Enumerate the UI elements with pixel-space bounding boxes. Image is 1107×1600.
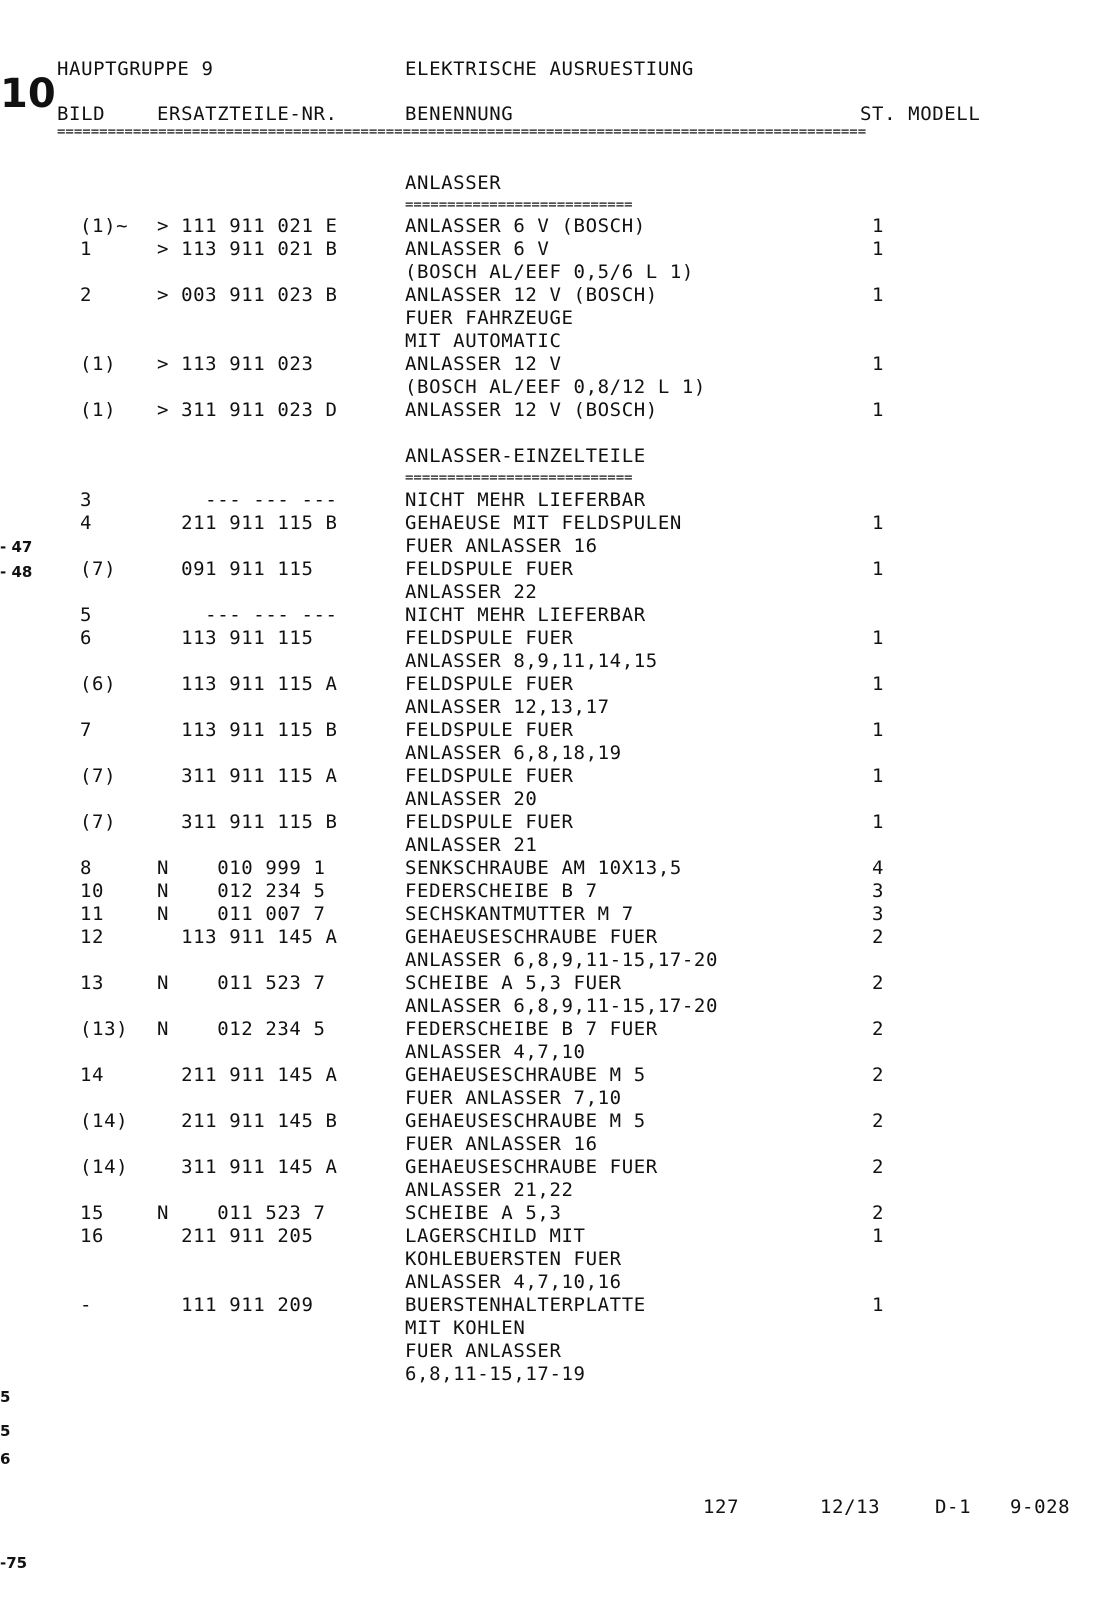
row-quantity: 1 xyxy=(872,399,885,421)
row-description: (BOSCH AL/EEF 0,5/6 L 1) xyxy=(405,261,694,283)
row-description: GEHAEUSESCHRAUBE FUER xyxy=(405,1156,658,1178)
row-part-number: 111 911 209 xyxy=(157,1294,314,1316)
row-part-number: 311 911 145 A xyxy=(157,1156,338,1178)
row-description: FELDSPULE FUER xyxy=(405,765,574,787)
row-description: ANLASSER 4,7,10 xyxy=(405,1041,586,1063)
footer-page-number: 127 xyxy=(703,1496,740,1518)
row-bild: 3 xyxy=(80,489,93,511)
row-bild: (7) xyxy=(80,765,117,787)
row-part-number: 211 911 145 B xyxy=(157,1110,338,1132)
section-title: ANLASSER-EINZELTEILE xyxy=(405,445,646,467)
row-quantity: 1 xyxy=(872,627,885,649)
footer-date: 12/13 xyxy=(820,1496,881,1518)
row-quantity: 1 xyxy=(872,284,885,306)
row-bild: 5 xyxy=(80,604,93,626)
footer-code: D-1 xyxy=(935,1496,972,1518)
row-description: FUER FAHRZEUGE xyxy=(405,307,574,329)
row-quantity: 2 xyxy=(872,972,885,994)
row-quantity: 1 xyxy=(872,353,885,375)
row-bild: 2 xyxy=(80,284,93,306)
row-part-number: --- --- --- xyxy=(157,489,338,511)
row-description: FUER ANLASSER 16 xyxy=(405,535,598,557)
row-bild: (7) xyxy=(80,811,117,833)
row-description: FELDSPULE FUER xyxy=(405,811,574,833)
section-rule: =========================== xyxy=(405,471,633,485)
row-bild: (14) xyxy=(80,1110,129,1132)
row-description: FEDERSCHEIBE B 7 FUER xyxy=(405,1018,658,1040)
column-header-bild: BILD xyxy=(57,103,106,125)
row-bild: (1) xyxy=(80,353,117,375)
row-quantity: 2 xyxy=(872,1156,885,1178)
row-bild: - xyxy=(80,1294,93,1316)
row-bild: 8 xyxy=(80,857,93,879)
row-description: (BOSCH AL/EEF 0,8/12 L 1) xyxy=(405,376,706,398)
row-description: ANLASSER 6,8,18,19 xyxy=(405,742,622,764)
row-quantity: 1 xyxy=(872,1225,885,1247)
row-description: FELDSPULE FUER xyxy=(405,719,574,741)
row-quantity: 2 xyxy=(872,926,885,948)
row-bild: (14) xyxy=(80,1156,129,1178)
row-description: ANLASSER 21,22 xyxy=(405,1179,574,1201)
row-quantity: 3 xyxy=(872,903,885,925)
row-description: SECHSKANTMUTTER M 7 xyxy=(405,903,634,925)
row-description: ANLASSER 6 V xyxy=(405,238,550,260)
row-description: ANLASSER 6,8,9,11-15,17-20 xyxy=(405,949,719,971)
row-bild: 14 xyxy=(80,1064,105,1086)
row-quantity: 1 xyxy=(872,1294,885,1316)
row-description: ANLASSER 12,13,17 xyxy=(405,696,610,718)
row-description: ANLASSER 4,7,10,16 xyxy=(405,1271,622,1293)
row-description: FELDSPULE FUER xyxy=(405,673,574,695)
row-part-number: 211 911 205 xyxy=(157,1225,314,1247)
row-quantity: 1 xyxy=(872,512,885,534)
row-part-number: N 010 999 1 xyxy=(157,857,326,879)
row-description: BUERSTENHALTERPLATTE xyxy=(405,1294,646,1316)
row-part-number: > 111 911 021 E xyxy=(157,215,338,237)
row-description: LAGERSCHILD MIT xyxy=(405,1225,586,1247)
column-header-qty-model: ST. MODELL xyxy=(860,103,981,125)
margin-number: - 47 xyxy=(0,538,33,556)
row-description: MIT AUTOMATIC xyxy=(405,330,562,352)
row-part-number: N 012 234 5 xyxy=(157,880,326,902)
row-bild: 13 xyxy=(80,972,105,994)
row-part-number: 311 911 115 B xyxy=(157,811,338,833)
row-bild: (1) xyxy=(80,399,117,421)
row-description: SENKSCHRAUBE AM 10X13,5 xyxy=(405,857,682,879)
row-part-number: N 011 007 7 xyxy=(157,903,326,925)
row-part-number: 113 911 115 B xyxy=(157,719,338,741)
row-bild: 11 xyxy=(80,903,105,925)
row-description: GEHAEUSE MIT FELDSPULEN xyxy=(405,512,682,534)
row-bild: 4 xyxy=(80,512,93,534)
row-part-number: 211 911 115 B xyxy=(157,512,338,534)
row-description: ANLASSER 12 V (BOSCH) xyxy=(405,399,658,421)
row-description: FELDSPULE FUER xyxy=(405,627,574,649)
column-header-part-number: ERSATZTEILE-NR. xyxy=(157,103,338,125)
row-description: FELDSPULE FUER xyxy=(405,558,574,580)
row-quantity: 1 xyxy=(872,811,885,833)
row-description: GEHAEUSESCHRAUBE FUER xyxy=(405,926,658,948)
row-description: ANLASSER 21 xyxy=(405,834,538,856)
row-description: GEHAEUSESCHRAUBE M 5 xyxy=(405,1064,646,1086)
row-description: NICHT MEHR LIEFERBAR xyxy=(405,489,646,511)
row-quantity: 1 xyxy=(872,558,885,580)
row-bild: 15 xyxy=(80,1202,105,1224)
footer-reference: 9-028 xyxy=(1010,1496,1071,1518)
row-part-number: 113 911 115 xyxy=(157,627,314,649)
row-description: GEHAEUSESCHRAUBE M 5 xyxy=(405,1110,646,1132)
row-part-number: N 011 523 7 xyxy=(157,972,326,994)
row-description: FUER ANLASSER xyxy=(405,1340,562,1362)
row-description: KOHLEBUERSTEN FUER xyxy=(405,1248,622,1270)
row-bild: 6 xyxy=(80,627,93,649)
margin-number: 6 xyxy=(0,1450,11,1468)
row-part-number: N 012 234 5 xyxy=(157,1018,326,1040)
section-title: ANLASSER xyxy=(405,172,502,194)
row-description: ANLASSER 22 xyxy=(405,581,538,603)
row-description: NICHT MEHR LIEFERBAR xyxy=(405,604,646,626)
row-description: FUER ANLASSER 16 xyxy=(405,1133,598,1155)
row-quantity: 1 xyxy=(872,719,885,741)
column-header-description: BENENNUNG xyxy=(405,103,514,125)
row-description: ANLASSER 6,8,9,11-15,17-20 xyxy=(405,995,719,1017)
row-part-number: 113 911 115 A xyxy=(157,673,338,695)
row-part-number: 211 911 145 A xyxy=(157,1064,338,1086)
row-description: ANLASSER 20 xyxy=(405,788,538,810)
row-quantity: 2 xyxy=(872,1064,885,1086)
section-rule: =========================== xyxy=(405,198,633,212)
row-quantity: 1 xyxy=(872,673,885,695)
row-part-number: --- --- --- xyxy=(157,604,338,626)
row-description: MIT KOHLEN xyxy=(405,1317,526,1339)
page-number-large: 10 xyxy=(0,71,56,117)
group-title: ELEKTRISCHE AUSRUESTIUNG xyxy=(405,58,694,80)
row-description: ANLASSER 6 V (BOSCH) xyxy=(405,215,646,237)
row-quantity: 2 xyxy=(872,1202,885,1224)
row-part-number: > 003 911 023 B xyxy=(157,284,338,306)
row-quantity: 4 xyxy=(872,857,885,879)
row-description: ANLASSER 12 V (BOSCH) xyxy=(405,284,658,306)
row-description: SCHEIBE A 5,3 FUER xyxy=(405,972,622,994)
row-description: 6,8,11-15,17-19 xyxy=(405,1363,586,1385)
row-part-number: > 113 911 023 xyxy=(157,353,314,375)
row-bild: (6) xyxy=(80,673,117,695)
margin-number: -75 xyxy=(0,1554,28,1572)
row-bild: 1 xyxy=(80,238,93,260)
row-quantity: 2 xyxy=(872,1110,885,1132)
row-bild: 12 xyxy=(80,926,105,948)
margin-number: 5 xyxy=(0,1388,11,1406)
group-label: HAUPTGRUPPE 9 xyxy=(57,58,214,80)
row-bild: (13) xyxy=(80,1018,129,1040)
row-description: FUER ANLASSER 7,10 xyxy=(405,1087,622,1109)
header-rule: ================================================================================================ xyxy=(57,125,867,139)
row-quantity: 3 xyxy=(872,880,885,902)
row-description: ANLASSER 12 V xyxy=(405,353,562,375)
row-quantity: 1 xyxy=(872,238,885,260)
margin-number: 5 xyxy=(0,1422,11,1440)
row-bild: 16 xyxy=(80,1225,105,1247)
row-part-number: > 311 911 023 D xyxy=(157,399,338,421)
margin-number: - 48 xyxy=(0,563,33,581)
row-part-number: N 011 523 7 xyxy=(157,1202,326,1224)
row-bild: (7) xyxy=(80,558,117,580)
row-part-number: 091 911 115 xyxy=(157,558,314,580)
row-description: ANLASSER 8,9,11,14,15 xyxy=(405,650,658,672)
row-description: SCHEIBE A 5,3 xyxy=(405,1202,562,1224)
row-bild: 7 xyxy=(80,719,93,741)
row-part-number: 311 911 115 A xyxy=(157,765,338,787)
row-bild: 10 xyxy=(80,880,105,902)
row-quantity: 2 xyxy=(872,1018,885,1040)
row-part-number: 113 911 145 A xyxy=(157,926,338,948)
row-bild: (1)~ xyxy=(80,215,129,237)
row-quantity: 1 xyxy=(872,765,885,787)
row-description: FEDERSCHEIBE B 7 xyxy=(405,880,598,902)
row-quantity: 1 xyxy=(872,215,885,237)
row-part-number: > 113 911 021 B xyxy=(157,238,338,260)
